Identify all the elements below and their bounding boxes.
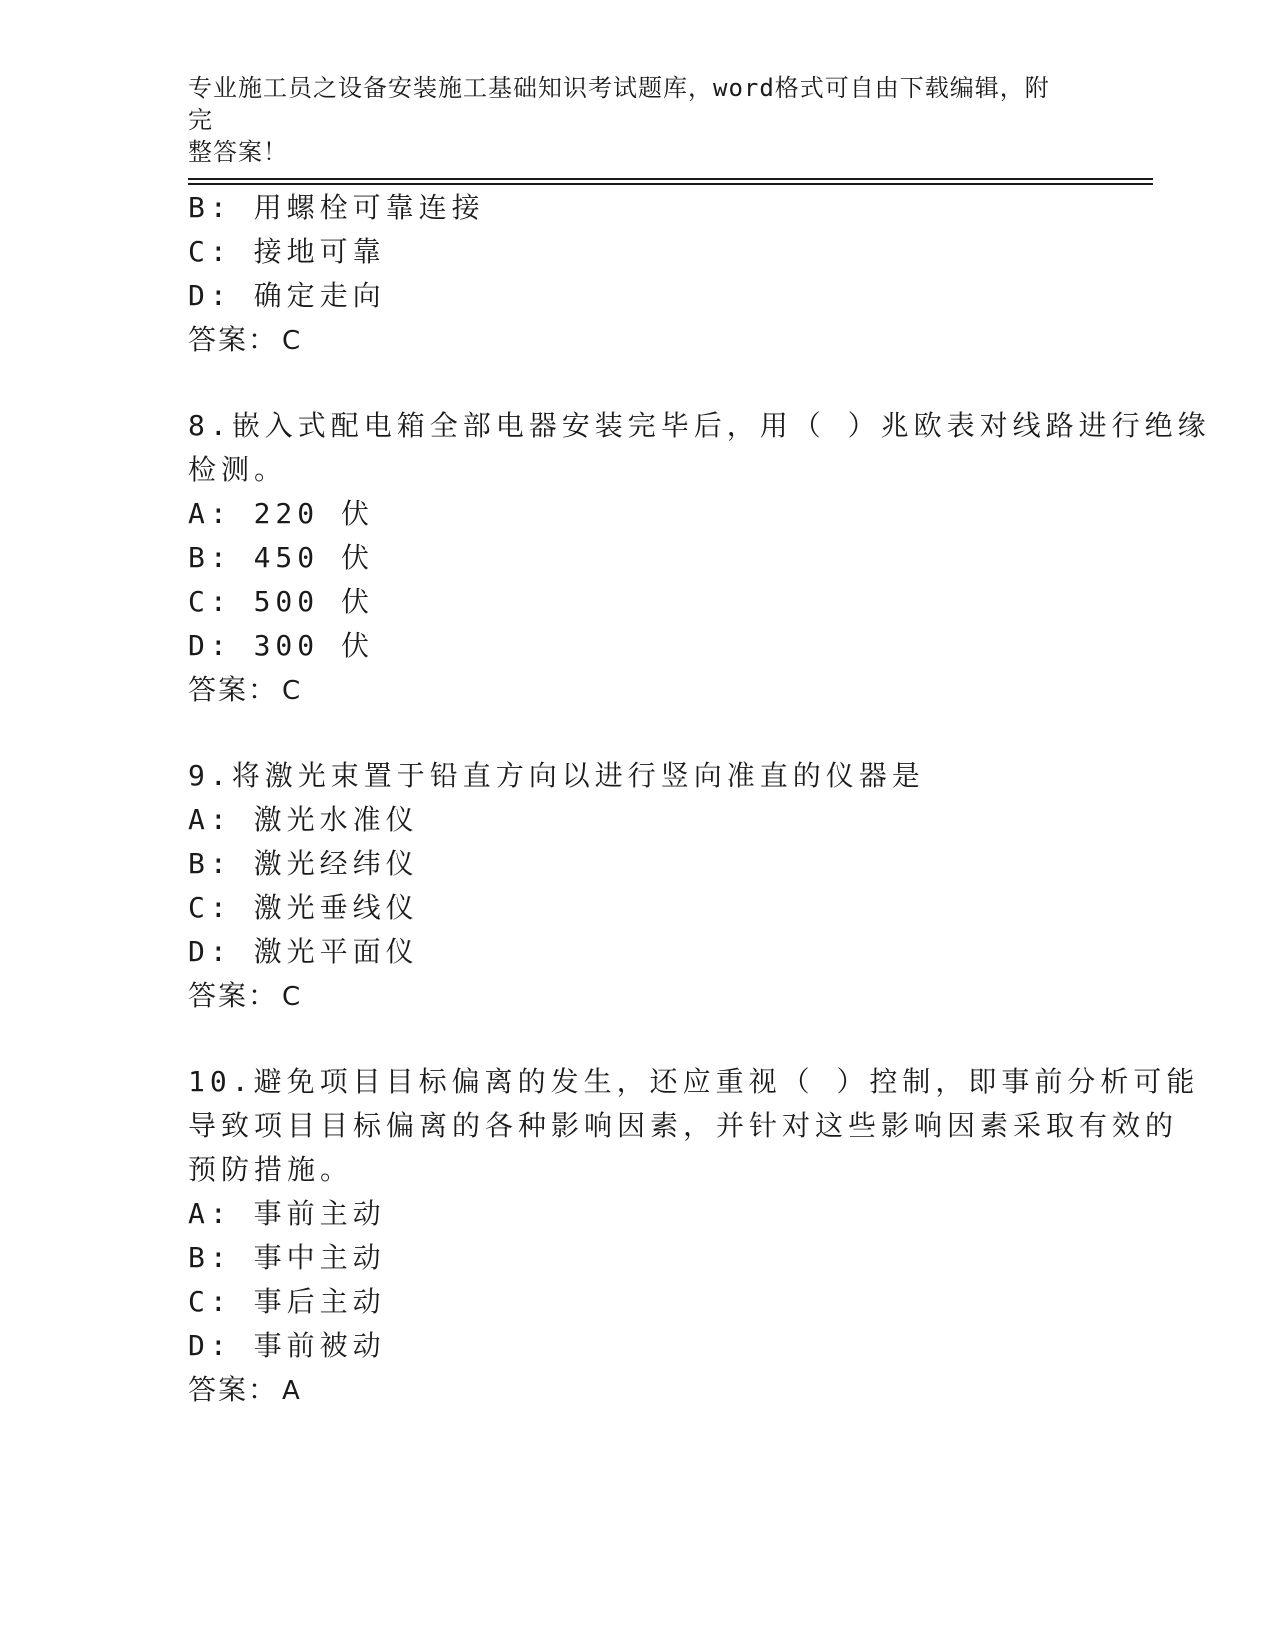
header-line-1: 专业施工员之设备安装施工基础知识考试题库，word格式可自由下载编辑，附完	[188, 74, 1050, 134]
answer-label: 答案：	[188, 323, 279, 356]
answer-label: 答案：	[188, 1373, 279, 1406]
q8-stem-line-2: 检测。	[188, 453, 288, 486]
q10-stem-line-1: 10.避免项目目标偏离的发生，还应重视（ ）控制，即事前分析可能	[188, 1065, 1200, 1098]
q10-option-a: A: 事前主动	[188, 1197, 386, 1230]
answer-label: 答案：	[188, 979, 279, 1012]
q10-option-b: B: 事中主动	[188, 1241, 386, 1274]
q9-answer	[188, 978, 302, 1015]
q10-option-d: D: 事前被动	[188, 1329, 386, 1362]
document-header	[188, 72, 1068, 168]
q10-answer	[188, 1372, 302, 1409]
q7-option-d: D: 确定走向	[188, 279, 386, 312]
q10-option-c: C: 事后主动	[188, 1285, 386, 1318]
q9-option-d: D: 激光平面仪	[188, 935, 419, 968]
header-divider-bottom	[188, 183, 1153, 185]
answer-value: C	[282, 676, 303, 706]
answer-value: A	[282, 1376, 302, 1406]
answer-label: 答案：	[188, 673, 279, 706]
q8-option-c: C: 500 伏	[188, 585, 375, 618]
header-line-2: 整答案！	[188, 138, 288, 166]
q8-option-a: A: 220 伏	[188, 497, 375, 530]
header-divider-top	[188, 178, 1153, 180]
q7-answer	[188, 322, 302, 359]
q10-stem-line-3: 预防措施。	[188, 1153, 354, 1186]
q10-stem-line-2: 导致项目目标偏离的各种影响因素，并针对这些影响因素采取有效的	[188, 1109, 1179, 1142]
q9-option-a: A: 激光水准仪	[188, 803, 419, 836]
q7-option-c: C: 接地可靠	[188, 235, 386, 268]
q9-option-c: C: 激光垂线仪	[188, 891, 419, 924]
answer-value: C	[282, 326, 303, 356]
q7-option-b: B: 用螺栓可靠连接	[188, 191, 485, 224]
q8-option-d: D: 300 伏	[188, 629, 375, 662]
answer-value: C	[282, 982, 303, 1012]
q9-stem-line-1: 9.将激光束置于铅直方向以进行竖向准直的仪器是	[188, 759, 925, 792]
q9-option-b: B: 激光经纬仪	[188, 847, 419, 880]
q8-answer	[188, 672, 302, 709]
q8-stem-line-1: 8.嵌入式配电箱全部电器安装完毕后，用（ ）兆欧表对线路进行绝缘	[188, 409, 1211, 442]
q8-option-b: B: 450 伏	[188, 541, 375, 574]
